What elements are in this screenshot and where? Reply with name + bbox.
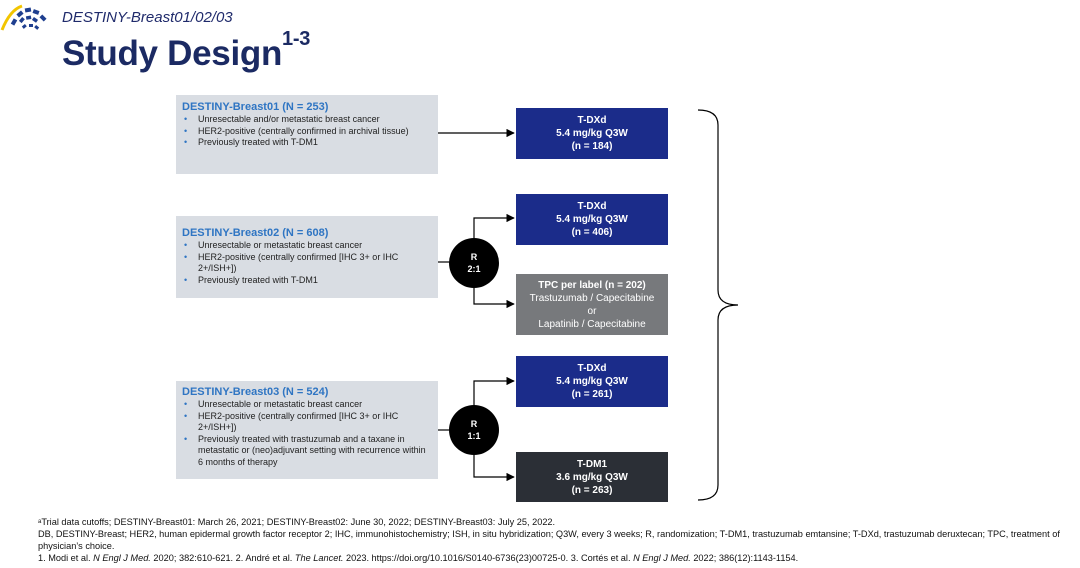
trial-box-db01	[176, 95, 438, 174]
right-bracket	[698, 110, 738, 500]
arm-line: Lapatinib / Capecitabine	[538, 318, 646, 330]
arm-name: T-DXd	[577, 363, 607, 374]
trial-bullet: • HER2-positive (centrally confirmed [IHC 3+ or IHC 2+/ISH+])	[182, 411, 400, 434]
ref-text: 2023. https://doi.org/10.1016/S0140-6736(23)00725-0. 3. Cortés et al.	[343, 553, 634, 563]
arm-db01-tdxd	[516, 108, 668, 159]
ref-text: 2022; 386(12):1143-1154.	[690, 553, 799, 563]
trial-bullet: • HER2-positive (centrally confirmed [IHC 3+ or IHC 2+/ISH+])	[182, 252, 400, 275]
footnote-cutoff-text: Trial data cutoffs; DESTINY-Breast01: March 26, 2021; DESTINY-Breast02: June 30, 2022; DESTINY-Breast03: July 25, 2022.	[41, 517, 556, 527]
ref-text: 1. Modi et al.	[38, 553, 94, 563]
trial-name: DESTINY-Breast01 (N = 253)	[182, 101, 329, 113]
randomization-circle-db03	[449, 405, 499, 455]
arm-dose: 5.4 mg/kg Q3W	[556, 376, 628, 387]
arm-name: T-DXd	[577, 115, 607, 126]
ref-journal: N Engl J Med.	[93, 553, 151, 563]
title-text: Study Design	[62, 34, 283, 73]
trial-name: DESTINY-Breast02 (N = 608)	[182, 227, 329, 239]
ref-journal: The Lancet.	[294, 553, 344, 563]
arm-db02-tdxd	[516, 194, 668, 245]
db03-lower-arrow	[474, 453, 514, 477]
arm-db03-tdm1	[516, 452, 668, 502]
arm-db02-tpc	[516, 274, 668, 335]
arm-n: (n = 184)	[571, 141, 613, 152]
footnote-references	[38, 552, 1068, 564]
trial-box-db03	[176, 381, 438, 479]
arm-dose: 3.6 mg/kg Q3W	[556, 471, 628, 483]
arm-db03-tdxd	[516, 356, 668, 407]
arm-dose: 5.4 mg/kg Q3W	[556, 214, 628, 225]
db02-upper-arrow	[474, 218, 514, 240]
footnotes	[38, 516, 1068, 564]
db02-lower-arrow	[474, 285, 514, 304]
arm-name: T-DXd	[577, 201, 607, 212]
randomization-label: R	[470, 419, 478, 429]
db03-upper-arrow	[474, 381, 514, 407]
footnote-sup: a	[38, 519, 42, 525]
arm-n: (n = 263)	[571, 484, 613, 496]
arm-line: Trastuzumab / Capecitabine	[529, 292, 655, 304]
trial-box-db02	[176, 216, 438, 298]
arm-name: TPC per label (n = 202)	[538, 279, 646, 291]
randomization-circle-db02	[449, 238, 499, 288]
arm-line: or	[587, 305, 597, 317]
trial-bullet: • Unresectable or metastatic breast cancer	[182, 240, 432, 252]
arm-n: (n = 406)	[571, 227, 613, 238]
arm-name: T-DM1	[577, 458, 607, 470]
randomization-ratio: 1:1	[467, 431, 481, 441]
ref-journal: N Engl J Med.	[633, 553, 691, 563]
title-superscript: 1-3	[282, 28, 311, 50]
trial-bullet: • HER2-positive (centrally confirmed in archival tissue)	[182, 126, 432, 138]
ref-text: 2020; 382:610-621. 2. André et al.	[150, 553, 295, 563]
randomization-label: R	[470, 252, 478, 262]
slide-subtitle: DESTINY-Breast01/02/03	[62, 9, 233, 26]
footnote-abbreviations: DB, DESTINY-Breast; HER2, human epidermal growth factor receptor 2; IHC, immunohistochemistry; ISH, in situ hybridization; Q3W, every 3 weeks; R, randomization; T-DM1, trastuzumab emtansine; T-DXd, trastuzumab deruxtecan; TPC, treatment of physician’s choice.	[38, 529, 1060, 551]
randomization-ratio: 2:1	[467, 264, 481, 274]
trial-bullet: • Previously treated with T-DM1	[182, 275, 432, 287]
trial-name: DESTINY-Breast03 (N = 524)	[182, 386, 329, 398]
trial-bullet: • Unresectable or metastatic breast cancer	[182, 399, 432, 411]
trial-bullet: • Previously treated with T-DM1	[182, 137, 432, 149]
arm-n: (n = 261)	[571, 389, 613, 400]
trial-bullet: • Unresectable and/or metastatic breast cancer	[182, 114, 432, 126]
footnote-cutoff	[38, 516, 1068, 528]
arm-dose: 5.4 mg/kg Q3W	[556, 128, 628, 139]
trial-bullet: • Previously treated with trastuzumab and a taxane in metastatic or (neo)adjuvant setting with recurrence within 6 months of therapy	[182, 434, 432, 469]
